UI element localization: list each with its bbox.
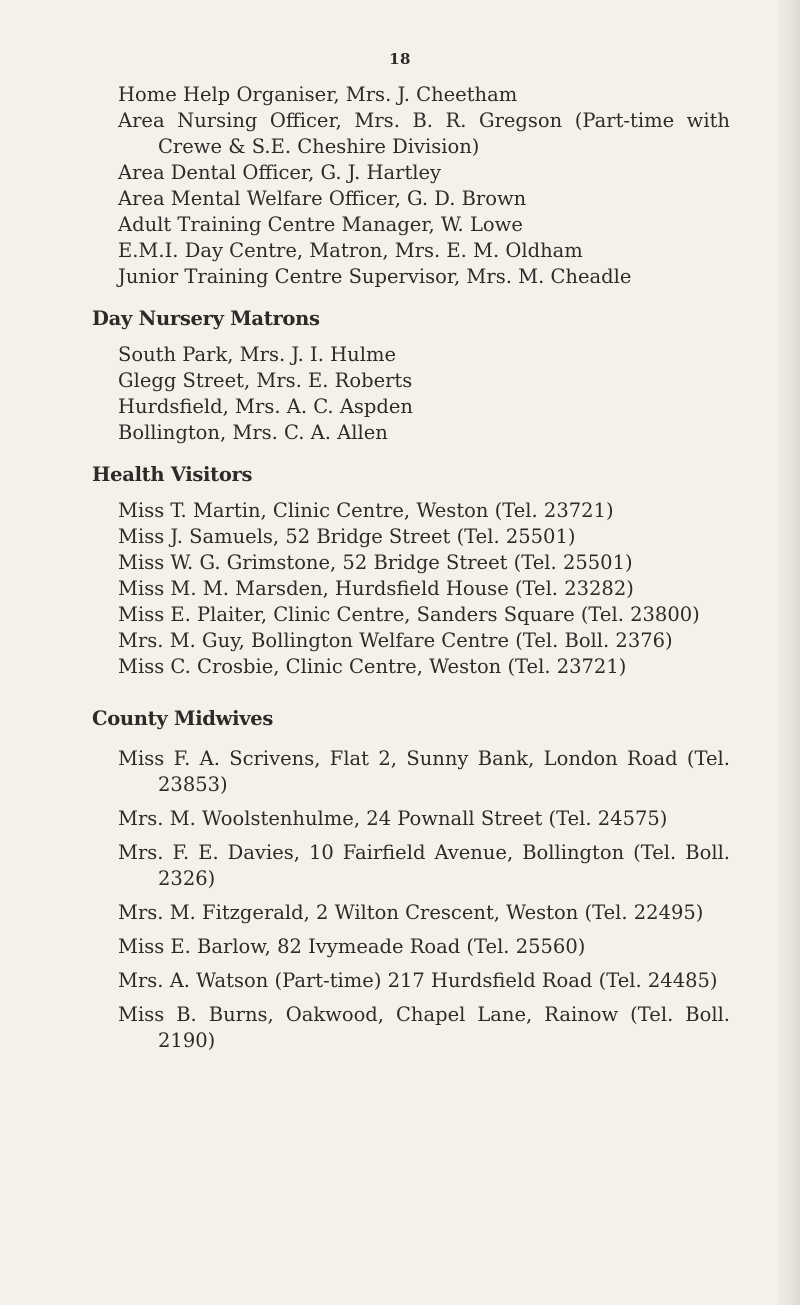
staff-entry: Area Dental Officer, G. J. Hartley — [118, 161, 442, 184]
section-heading: County Midwives — [92, 707, 274, 730]
section-health-visitors — [92, 462, 730, 680]
list-item: Miss C. Crosbie, Clinic Centre, Weston (Tel. 23721) — [118, 655, 627, 678]
section-county-midwives — [92, 706, 730, 1054]
document-body — [92, 82, 730, 1054]
list-item: Glegg Street, Mrs. E. Roberts — [118, 369, 413, 392]
staff-entry: Area Nursing Officer, Mrs. B. R. Gregson (Part-time with Crewe & S.E. Cheshire Division) — [118, 109, 730, 158]
list-item: Miss E. Barlow, 82 Ivymeade Road (Tel. 25560) — [118, 935, 586, 958]
list-item: Hurdsfield, Mrs. A. C. Aspden — [118, 395, 413, 418]
section-heading: Day Nursery Matrons — [92, 307, 320, 330]
list-item: Mrs. M. Fitzgerald, 2 Wilton Crescent, Weston (Tel. 22495) — [118, 901, 704, 924]
staff-entry: Home Help Organiser, Mrs. J. Cheetham — [118, 83, 518, 106]
list-item: Miss T. Martin, Clinic Centre, Weston (Tel. 23721) — [118, 499, 614, 522]
staff-entry: Adult Training Centre Manager, W. Lowe — [118, 213, 523, 236]
section-day-nursery-matrons — [92, 306, 730, 446]
staff-entry: E.M.I. Day Centre, Matron, Mrs. E. M. Oldham — [118, 239, 583, 262]
list-item: Mrs. F. E. Davies, 10 Fairfield Avenue, Bollington (Tel. Boll. 2326) — [118, 841, 730, 890]
page-number: 18 — [389, 50, 411, 68]
list-item: Miss J. Samuels, 52 Bridge Street (Tel. 25501) — [118, 525, 576, 548]
section-heading: Health Visitors — [92, 463, 253, 486]
list-item: Mrs. A. Watson (Part-time) 217 Hurdsfield Road (Tel. 24485) — [118, 969, 718, 992]
staff-list — [118, 82, 730, 290]
list-item: Bollington, Mrs. C. A. Allen — [118, 421, 388, 444]
list-item: Mrs. M. Guy, Bollington Welfare Centre (Tel. Boll. 2376) — [118, 629, 673, 652]
staff-entry: Area Mental Welfare Officer, G. D. Brown — [118, 187, 527, 210]
list-item: Miss M. M. Marsden, Hurdsfield House (Tel. 23282) — [118, 577, 634, 600]
list-item: Miss E. Plaiter, Clinic Centre, Sanders Square (Tel. 23800) — [118, 603, 700, 626]
page-edge-shadow — [778, 0, 800, 1305]
list-item: Mrs. M. Woolstenhulme, 24 Pownall Street (Tel. 24575) — [118, 807, 668, 830]
list-item: Miss F. A. Scrivens, Flat 2, Sunny Bank, London Road (Tel. 23853) — [118, 747, 730, 796]
staff-entry: Junior Training Centre Supervisor, Mrs. M. Cheadle — [118, 265, 632, 288]
list-item: Miss W. G. Grimstone, 52 Bridge Street (Tel. 25501) — [118, 551, 633, 574]
list-item: South Park, Mrs. J. I. Hulme — [118, 343, 396, 366]
list-item: Miss B. Burns, Oakwood, Chapel Lane, Rainow (Tel. Boll. 2190) — [118, 1003, 730, 1052]
